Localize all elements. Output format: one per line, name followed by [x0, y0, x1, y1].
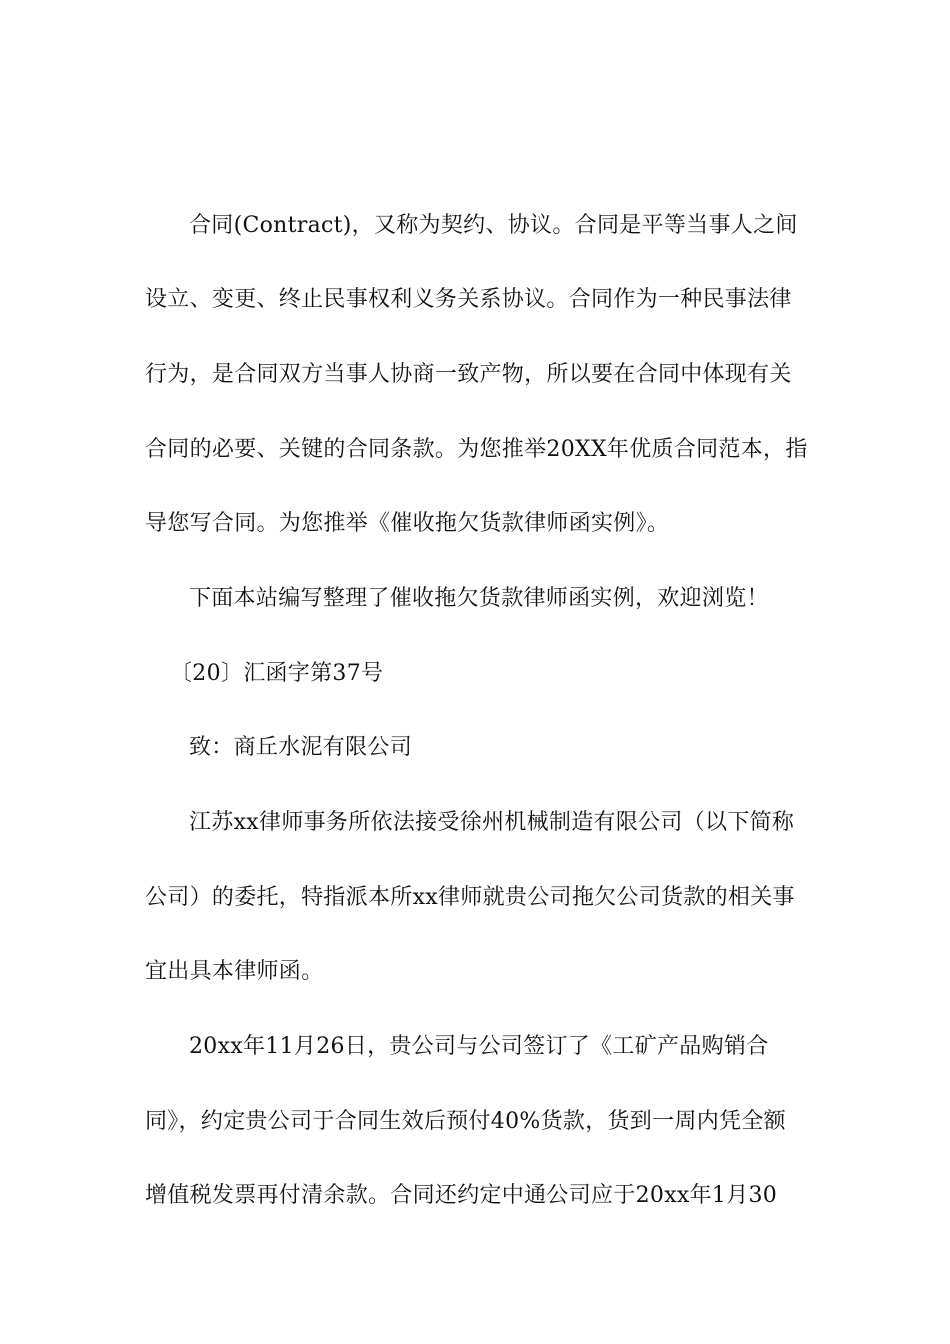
letter-reference-number: 〔20〕汇函字第37号 [170, 661, 384, 686]
paragraph-line: 导您写合同。为您推举《催收拖欠货款律师函实例》。 [145, 511, 670, 536]
paragraph-line: 增值税发票再付清余款。合同还约定中通公司应于20xx年1月30 [145, 1183, 778, 1208]
paragraph-line: 同》，约定贵公司于合同生效后预付40%货款，货到一周内凭全额 [145, 1109, 786, 1134]
paragraph-line: 20xx年11月26日，贵公司与公司签订了《工矿产品购销合 [189, 1034, 769, 1059]
paragraph-line: 合同(Contract)，又称为契约、协议。合同是平等当事人之间 [189, 213, 798, 238]
letter-addressee: 致：商丘水泥有限公司 [189, 735, 413, 760]
paragraph-line: 宜出具本律师函。 [145, 959, 324, 984]
paragraph-line: 公司）的委托，特指派本所xx律师就贵公司拖欠公司货款的相关事 [145, 885, 795, 910]
paragraph-line: 设立、变更、终止民事权利义务关系协议。合同作为一种民事法律 [145, 287, 792, 312]
paragraph-line: 行为，是合同双方当事人协商一致产物，所以要在合同中体现有关 [145, 362, 792, 387]
paragraph-line: 合同的必要、关键的合同条款。为您推举20XX年优质合同范本，指 [145, 437, 808, 462]
paragraph-line: 下面本站编写整理了催收拖欠货款律师函实例，欢迎浏览！ [189, 586, 769, 611]
paragraph-line: 江苏xx律师事务所依法接受徐州机械制造有限公司（以下简称 [189, 810, 795, 835]
